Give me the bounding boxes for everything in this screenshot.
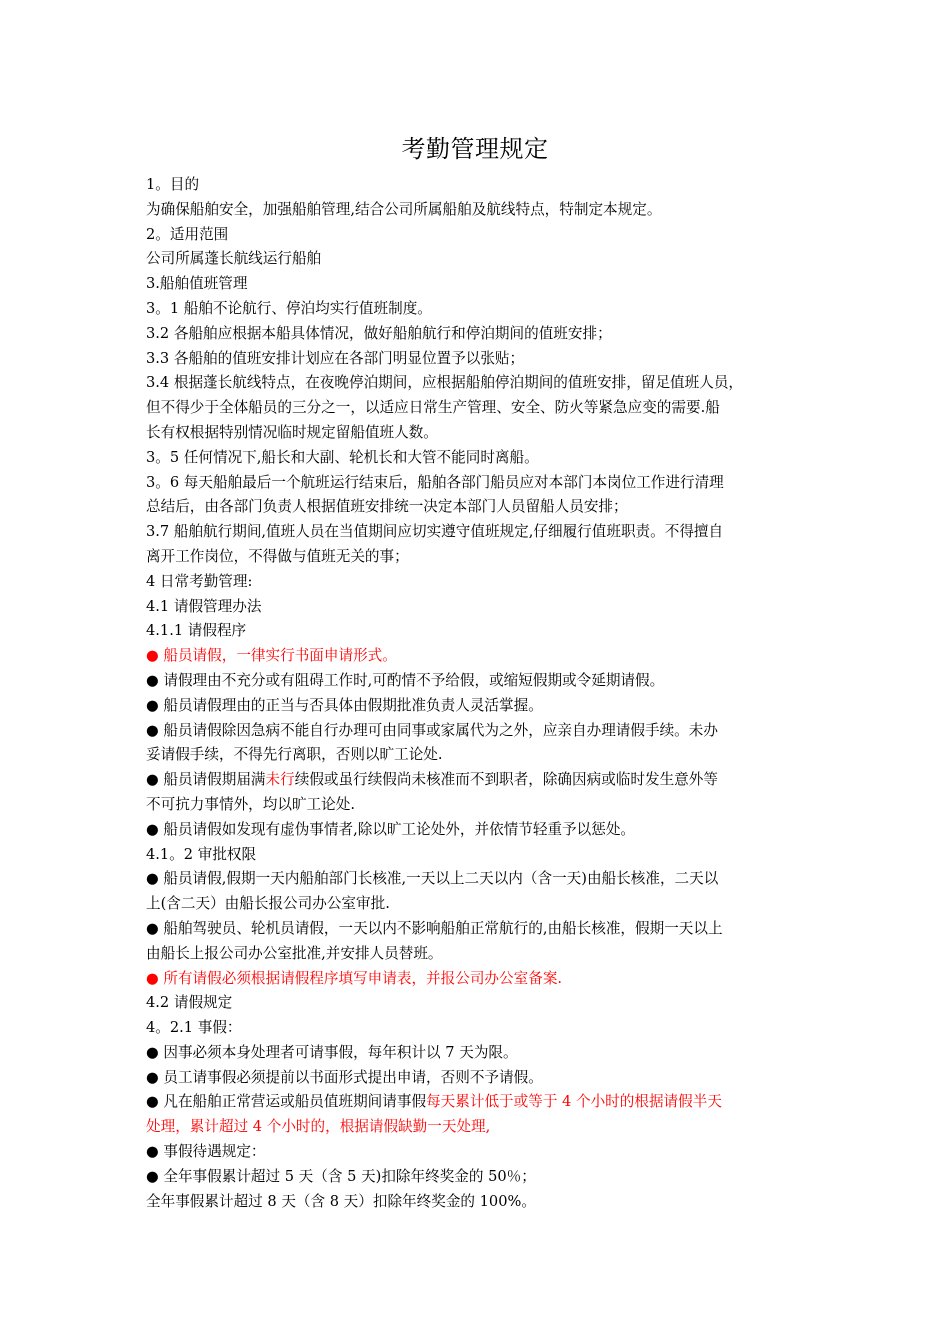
- text-segment: 续假或虽行续假尚未核准而不到职者，除确因病或临时发生意外等: [294, 771, 718, 789]
- document-title: 考勤管理规定: [401, 135, 549, 163]
- bullet-item-continuation: 妥请假手续，不得先行离职，否则以旷工论处.: [146, 746, 443, 764]
- paragraph-line: 3。5 任何情况下,船长和大副、轮机长和大管不能同时离船。: [146, 448, 539, 466]
- paragraph-line: 3。1 船舶不论航行、停泊均实行值班制度。: [146, 299, 432, 317]
- subsection-heading: 4.1.1 请假程序: [146, 622, 247, 640]
- paragraph-line: 总结后，由各部门负责人根据值班安排统一决定本部门人员留船人员安排；: [146, 498, 628, 516]
- section-heading-attendance: 4 日常考勤管理:: [146, 572, 253, 590]
- bullet-item: ● 全年事假累计超过 5 天（含 5 天)扣除年终奖金的 50％；: [146, 1167, 536, 1185]
- bullet-item: ● 因事必须本身处理者可请事假，每年积计以 7 天为限。: [146, 1043, 518, 1061]
- bullet-item: [146, 1090, 808, 1115]
- paragraph-line: 长有权根据特别情况临时规定留船值班人数。: [146, 423, 438, 441]
- bullet-item: ● 员工请事假必须提前以书面形式提出申请，否则不予请假。: [146, 1068, 543, 1086]
- section-heading-watch: 3.船舶值班管理: [146, 275, 248, 293]
- paragraph-line: 3.7 船舶航行期间,值班人员在当值期间应切实遵守值班规定,仔细履行值班职责。不得擅自: [146, 523, 724, 541]
- paragraph-line: 3.2 各船舶应根据本船具体情况，做好船舶航行和停泊期间的值班安排；: [146, 324, 612, 342]
- bullet-item-continuation: 由船长上报公司办公室批准,并安排人员替班。: [146, 944, 443, 962]
- text-segment: ● 凡在船舶正常营运或船员值班期间请事假: [146, 1093, 427, 1111]
- text-segment-highlighted: 未行: [265, 771, 295, 789]
- text-segment: ● 船员请假期届满: [146, 771, 266, 789]
- subsection-heading: 4.1。2 审批权限: [146, 845, 257, 863]
- bullet-item: ● 船员请假除因急病不能自行办理可由同事或家属代为之外，应亲自办理请假手续。未办: [146, 721, 718, 739]
- text-segment-highlighted: 每天累计低于或等于 4 个小时的根据请假半天: [426, 1093, 722, 1111]
- section-heading-purpose: 1。目的: [146, 176, 200, 193]
- subsection-heading: 4.2 请假规定: [146, 994, 233, 1012]
- paragraph-line: 但不得少于全体船员的三分之一，以适应日常生产管理、安全、防火等紧急应变的需要.船: [146, 399, 720, 417]
- section-heading-scope: 2。适用范围: [146, 225, 229, 243]
- bullet-item-continuation: 上(含二天）由船长报公司办公室审批.: [146, 895, 390, 913]
- bullet-item-highlighted: ● 船员请假，一律实行书面申请形式。: [146, 647, 397, 665]
- paragraph-line: 为确保船舶安全，加强船舶管理,结合公司所属船舶及航线特点，特制定本规定。: [146, 200, 662, 218]
- bullet-item: ● 船员请假,假期一天内船舶部门长核准,一天以上二天以内（含一天)由船长核准，二天以: [146, 870, 719, 888]
- bullet-item: ● 船员请假如发现有虚伪事情者,除以旷工论处外，并依情节轻重予以惩处。: [146, 820, 636, 838]
- paragraph-line: 3.3 各船舶的值班安排计划应在各部门明显位置予以张贴；: [146, 349, 525, 367]
- subsection-heading: 4。2.1 事假：: [146, 1019, 242, 1037]
- bullet-item: ● 船舶驾驶员、轮机员请假，一天以内不影响船舶正常航行的,由船长核准，假期一天以上: [146, 919, 723, 937]
- document-body: [146, 173, 808, 1214]
- paragraph-line: 3.4 根据蓬长航线特点，在夜晚停泊期间，应根据船舶停泊期间的值班安排，留足值班人员，: [146, 374, 744, 392]
- bullet-item: ● 事假待遇规定：: [146, 1143, 266, 1161]
- paragraph-line: 全年事假累计超过 8 天（含 8 天）扣除年终奖金的 100%。: [146, 1192, 536, 1210]
- bullet-item-continuation-highlighted: 处理，累计超过 4 个小时的，根据请假缺勤一天处理,: [146, 1118, 491, 1136]
- subsection-heading: 4.1 请假管理办法: [146, 597, 262, 615]
- paragraph-line: 公司所属蓬长航线运行船舶: [146, 250, 322, 268]
- bullet-item-continuation: 不可抗力事情外，均以旷工论处.: [146, 795, 355, 813]
- paragraph-line: 3。6 每天船舶最后一个航班运行结束后，船舶各部门船员应对本部门本岗位工作进行清理: [146, 473, 724, 491]
- bullet-item: ● 船员请假理由的正当与否具体由假期批准负责人灵活掌握。: [146, 696, 543, 714]
- paragraph-line: 离开工作岗位，不得做与值班无关的事；: [146, 547, 409, 565]
- bullet-item-highlighted: ● 所有请假必须根据请假程序填写申请表，并报公司办公室备案.: [146, 969, 563, 987]
- bullet-item: [146, 768, 808, 793]
- bullet-item: ● 请假理由不充分或有阻碍工作时,可酌情不予给假，或缩短假期或令延期请假。: [146, 671, 665, 689]
